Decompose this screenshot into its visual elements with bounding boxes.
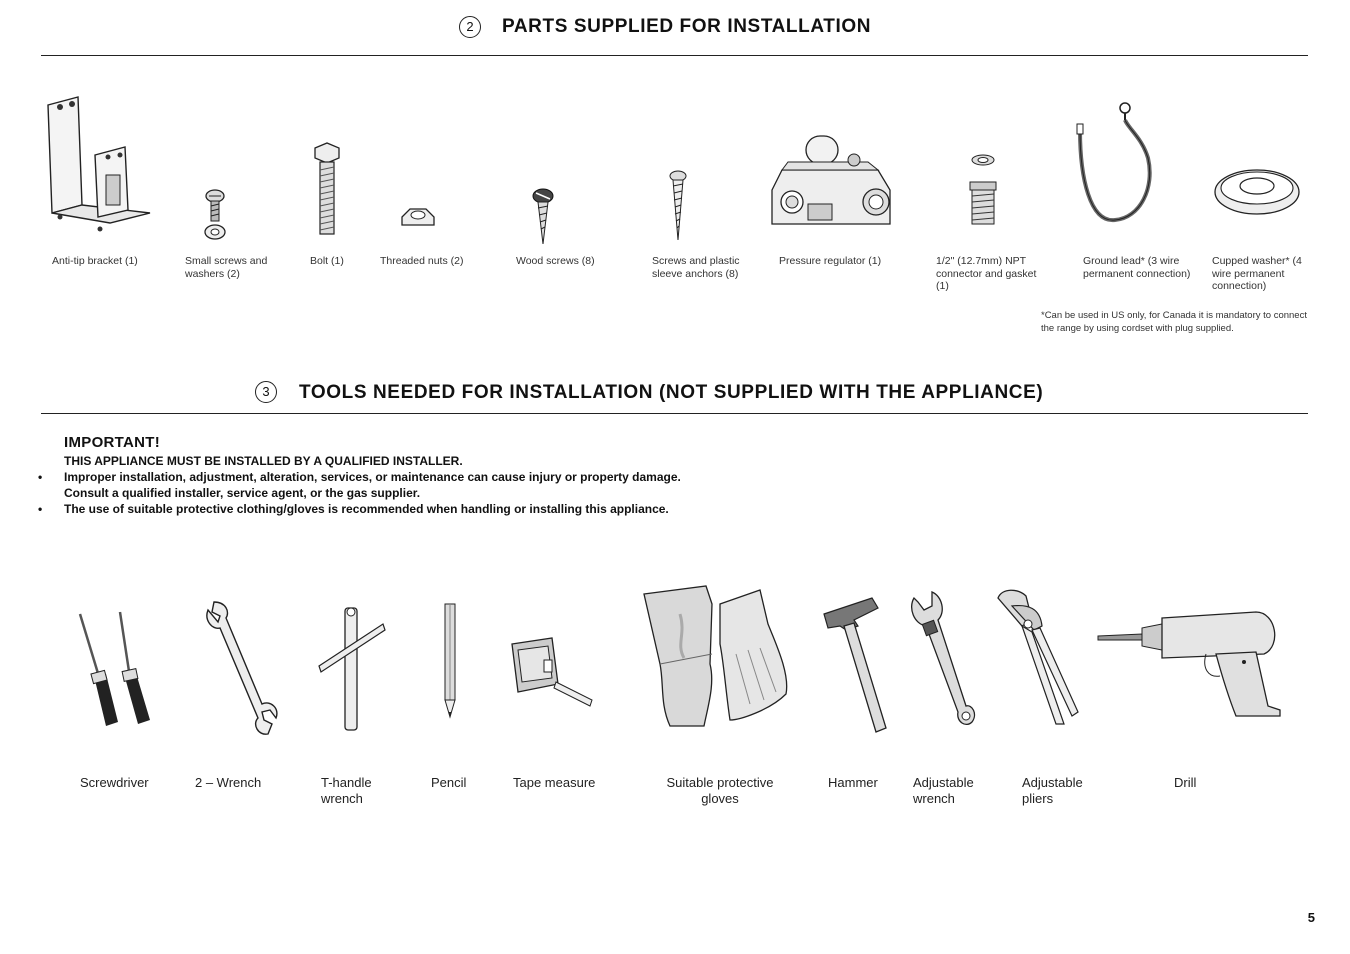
tool-label: Pencil (431, 775, 467, 790)
screwdriver-icon (72, 610, 162, 730)
tools-section-header (41, 374, 1308, 414)
tool-label: Adjustable wrench (913, 775, 974, 806)
important-line: THIS APPLIANCE MUST BE INSTALLED BY A QUALIFIED INSTALLER. (64, 454, 463, 468)
pencil-icon (440, 602, 460, 720)
t-handle-wrench-icon (315, 604, 387, 734)
tool-label: Tape measure (513, 775, 596, 790)
adjustable-wrench-icon (906, 588, 978, 728)
tool-label: Hammer (828, 775, 878, 790)
bullet: • (38, 502, 43, 516)
section-number: 2 (459, 16, 481, 38)
npt-connector-icon (965, 150, 1001, 230)
part-label: Cupped washer* (4 wire permanent connection) (1212, 255, 1302, 292)
page-number: 5 (1307, 910, 1315, 925)
important-bullet-cont: Consult a qualified installer, service agent, or the gas supplier. (64, 486, 421, 500)
part-label: Threaded nuts (2) (380, 255, 464, 267)
tool-label: T-handle wrench (321, 775, 372, 806)
tool-label: Adjustable pliers (1022, 775, 1083, 806)
ground-lead-icon (1070, 98, 1160, 226)
tool-label: Suitable protective gloves (666, 775, 774, 806)
part-label: Ground lead* (3 wire permanent connection) (1083, 255, 1191, 280)
section-number: 3 (255, 381, 277, 403)
tape-measure-icon (508, 636, 598, 716)
threaded-nut-icon (400, 205, 436, 231)
tool-label: 2 – Wrench (195, 775, 262, 790)
small-screw-washer-icon (200, 188, 230, 243)
part-label: Wood screws (8) (516, 255, 595, 267)
part-label: Anti-tip bracket (1) (52, 255, 138, 267)
anti-tip-bracket-icon (40, 95, 155, 240)
part-label: Small screws and washers (2) (185, 255, 268, 280)
tool-label: Screwdriver (80, 775, 149, 790)
part-label: Pressure regulator (1) (779, 255, 882, 267)
important-bullet: Improper installation, adjustment, alteration, services, or maintenance can cause injury or property damage. (64, 470, 681, 484)
gloves-icon (640, 584, 790, 729)
tool-label: Drill (1174, 775, 1197, 790)
important-title: IMPORTANT! (64, 434, 161, 451)
cupped-washer-icon (1212, 160, 1302, 220)
section-title: TOOLS NEEDED FOR INSTALLATION (NOT SUPPLIED WITH THE APPLIANCE) (299, 382, 1044, 403)
drill-icon (1096, 606, 1286, 718)
parts-section-header (41, 16, 1308, 56)
section-title: PARTS SUPPLIED FOR INSTALLATION (502, 16, 872, 37)
part-label: 1/2" (12.7mm) NPT connector and gasket (1) (936, 255, 1037, 292)
part-label: Screws and plastic sleeve anchors (8) (652, 255, 740, 280)
part-label: Bolt (1) (310, 255, 344, 267)
important-bullet: The use of suitable protective clothing/gloves is recommended when handling or installing this appliance. (64, 502, 669, 516)
adjustable-pliers-icon (992, 586, 1082, 726)
screw-anchor-icon (667, 170, 689, 242)
wood-screw-icon (530, 188, 556, 246)
hammer-icon (820, 596, 890, 734)
bolt-icon (312, 142, 342, 237)
footnote: *Can be used in US only, for Canada it is mandatory to connect the range by using cordset with plug supplied. (1041, 310, 1307, 334)
wrench-icon (200, 600, 280, 740)
pressure-regulator-icon (768, 132, 894, 240)
bullet: • (38, 470, 43, 484)
